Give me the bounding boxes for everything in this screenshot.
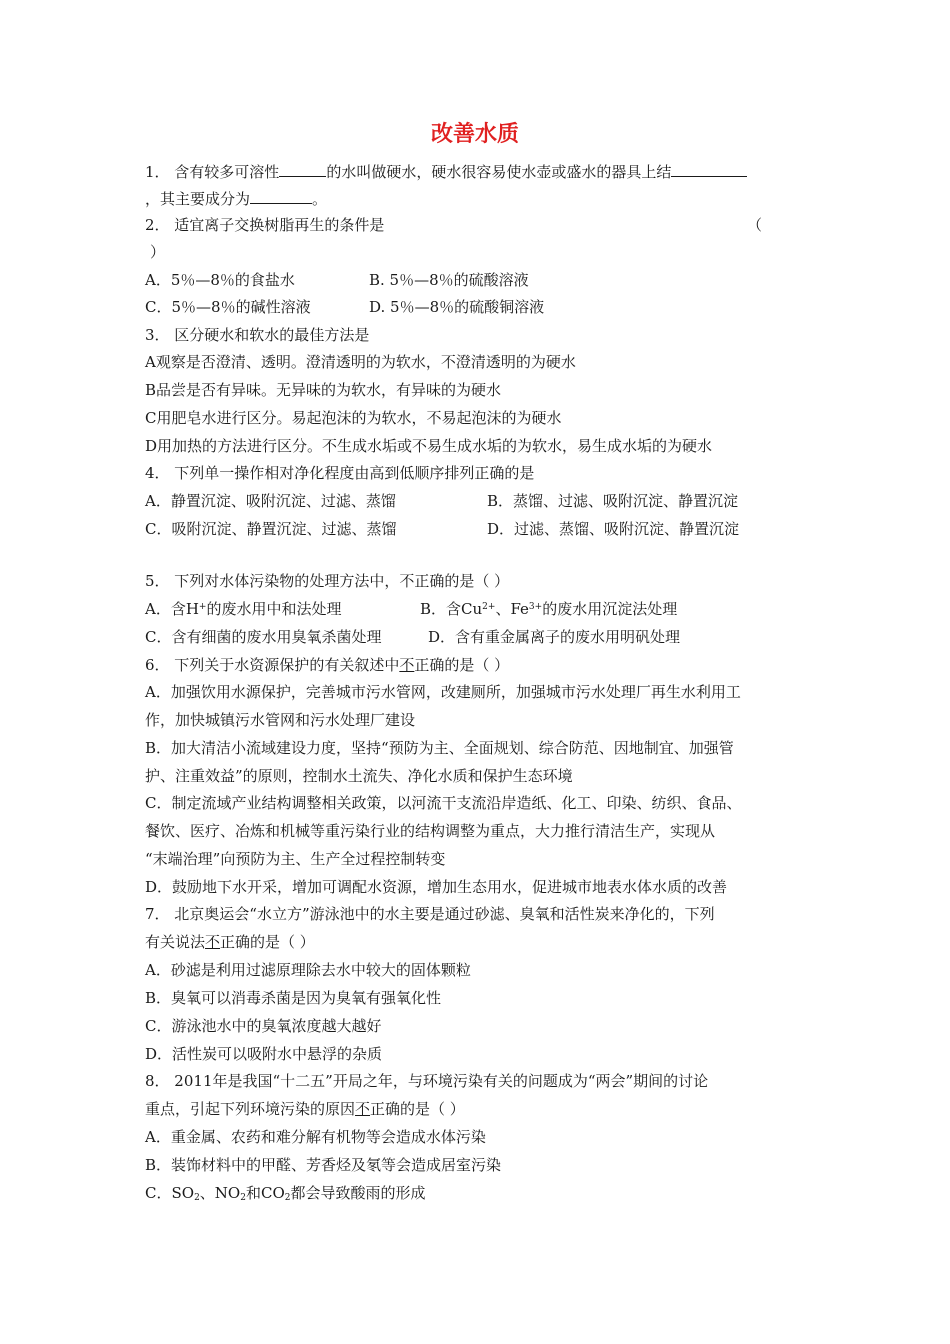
- q1-text-part4: 。: [312, 190, 328, 208]
- q7-stem2-underlined: 不: [205, 933, 221, 951]
- q7-option-d: D．活性炭可以吸附水中悬浮的杂质: [145, 1045, 383, 1063]
- q2-paren-open: （: [747, 216, 763, 234]
- q8-c-sub3: 2: [284, 1193, 291, 1203]
- q1-line2: [145, 188, 327, 209]
- q3-option-a: A观察是否澄清、透明。澄清透明的为软水，不澄清透明的为硬水: [145, 353, 576, 371]
- q5-stem: 5． 下列对水体污染物的处理方法中，不正确的是（ ）: [145, 572, 510, 590]
- q4-option-b: B．蒸馏、过滤、吸附沉淀、静置沉淀: [487, 492, 739, 510]
- q4-option-d: D．过滤、蒸馏、吸附沉淀、静置沉淀: [487, 520, 740, 538]
- q5-a-pre: A．含H: [145, 600, 199, 618]
- q8-option-b: B．装饰材料中的甲醛、芳香烃及氡等会造成居室污染: [145, 1156, 502, 1174]
- q8-c-pre: C．SO: [145, 1184, 195, 1202]
- q5-b-sup1: 2+: [482, 602, 496, 612]
- q1-blank-2: [671, 161, 747, 177]
- q8-stem-line1: 8． 2011年是我国“十二五”开局之年，与环境污染有关的问题成为“两会”期间的讨论: [145, 1072, 709, 1090]
- q7-option-a: A．砂滤是利用过滤原理除去水中较大的固体颗粒: [145, 961, 471, 979]
- q6-stem-underlined: 不: [399, 656, 415, 674]
- q8-stem2-pre: 重点，引起下列环境污染的原因: [145, 1100, 356, 1118]
- q7-stem-line2: [145, 932, 315, 952]
- q1-blank-1: [279, 161, 326, 177]
- q6-option-c-line3: “末端治理”向预防为主、生产全过程控制转变: [145, 850, 446, 868]
- q2-option-b: B. 5％—8％的硫酸溶液: [369, 271, 529, 289]
- q1-blank-3: [250, 188, 312, 204]
- q4-option-a: A．静置沉淀、吸附沉淀、过滤、蒸馏: [145, 492, 396, 510]
- q2-option-d: D. 5％—8％的硫酸铜溶液: [369, 298, 545, 316]
- q2-stem: 2． 适宜离子交换树脂再生的条件是: [145, 216, 385, 234]
- q5-option-a: [145, 599, 341, 619]
- q6-stem-pre: 6． 下列关于水资源保护的有关叙述中: [145, 656, 400, 674]
- q7-stem2-post: 正确的是（ ）: [220, 933, 315, 951]
- q5-a-post: 的废水用中和法处理: [206, 600, 342, 618]
- q8-c-sub2: 2: [240, 1193, 246, 1203]
- q8-stem-line2: [145, 1099, 465, 1119]
- q7-stem-line1: 7． 北京奥运会“水立方”游泳池中的水主要是通过砂滤、臭氧和活性炭来净化的，下列: [145, 905, 715, 923]
- q6-stem-post: 正确的是（ ）: [414, 656, 510, 674]
- q8-stem2-post: 正确的是（ ）: [370, 1100, 465, 1118]
- q5-a-sup: +: [198, 602, 207, 612]
- q3-stem: 3． 区分硬水和软水的最佳方法是: [145, 326, 370, 344]
- q3-option-d: D用加热的方法进行区分。不生成水垢或不易生成水垢的为软水，易生成水垢的为硬水: [145, 437, 713, 455]
- q5-b-sup2: 3+: [528, 602, 543, 612]
- q7-option-c: C．游泳池水中的臭氧浓度越大越好: [145, 1017, 382, 1035]
- q5-b-pre: B．含Cu: [420, 600, 483, 618]
- q2-paren-close: ）: [150, 243, 166, 261]
- q5-option-d: D．含有重金属离子的废水用明矾处理: [428, 628, 681, 646]
- page-title: 改善水质: [430, 122, 519, 147]
- q4-option-c: C．吸附沉淀、静置沉淀、过滤、蒸馏: [145, 520, 397, 538]
- q8-option-a: A．重金属、农药和难分解有机物等会造成水体污染: [145, 1128, 486, 1146]
- q6-option-c-line2: 餐饮、医疗、冶炼和机械等重污染行业的结构调整为重点，大力推行清洁生产，实现从: [145, 822, 716, 840]
- q6-option-a-line2: 作，加快城镇污水管网和污水处理厂建设: [145, 711, 416, 729]
- q8-c-sub1: 2: [194, 1193, 200, 1203]
- q6-option-b-line2: 护、注重效益”的原则，控制水土流失、净化水质和保护生态环境: [145, 767, 573, 785]
- q2-option-a: A．5％—8％的食盐水: [145, 271, 295, 289]
- q2-option-c: C．5％—8％的碱性溶液: [145, 298, 311, 316]
- q3-option-c: C用肥皂水进行区分。易起泡沫的为软水，不易起泡沫的为硬水: [145, 409, 562, 427]
- q8-c-post: 都会导致酸雨的形成: [290, 1184, 426, 1202]
- q5-option-c: C．含有细菌的废水用臭氧杀菌处理: [145, 628, 382, 646]
- q3-option-b: B品尝是否有异味。无异味的为软水，有异味的为硬水: [145, 381, 502, 399]
- q6-stem: [145, 655, 509, 675]
- q5-option-b: [420, 599, 677, 619]
- q1-line1: [145, 161, 747, 182]
- q8-c-mid2: 和CO: [245, 1184, 285, 1202]
- q6-option-a-line1: A．加强饮用水源保护，完善城市污水管网，改建厕所，加强城市污水处理厂再生水利用工: [145, 683, 741, 701]
- q5-b-post: 的废水用沉淀法处理: [542, 600, 678, 618]
- q8-stem2-underlined: 不: [355, 1100, 371, 1118]
- q1-text-part3: ，其主要成分为: [145, 190, 251, 208]
- q8-option-c: [145, 1183, 426, 1203]
- q1-text-part2: 的水叫做硬水，硬水很容易使水壶或盛水的器具上结: [326, 163, 672, 181]
- q7-stem2-pre: 有关说法: [145, 933, 206, 951]
- q7-option-b: B．臭氧可以消毒杀菌是因为臭氧有强氧化性: [145, 989, 442, 1007]
- q6-option-d: D．鼓励地下水开采，增加可调配水资源，增加生态用水，促进城市地表水体水质的改善: [145, 878, 728, 896]
- q6-option-c-line1: C．制定流域产业结构调整相关政策，以河流干支流沿岸造纸、化工、印染、纺织、食品、: [145, 794, 742, 812]
- q8-c-mid1: 、NO: [199, 1184, 241, 1202]
- q5-b-mid: 、Fe: [495, 600, 529, 618]
- q6-option-b-line1: B．加大清洁小流域建设力度，坚持“预防为主、全面规划、综合防范、因地制宜、加强管: [145, 739, 734, 757]
- q1-text-part1: 1． 含有较多可溶性: [145, 163, 280, 181]
- q4-stem: 4． 下列单一操作相对净化程度由高到低顺序排列正确的是: [145, 464, 535, 482]
